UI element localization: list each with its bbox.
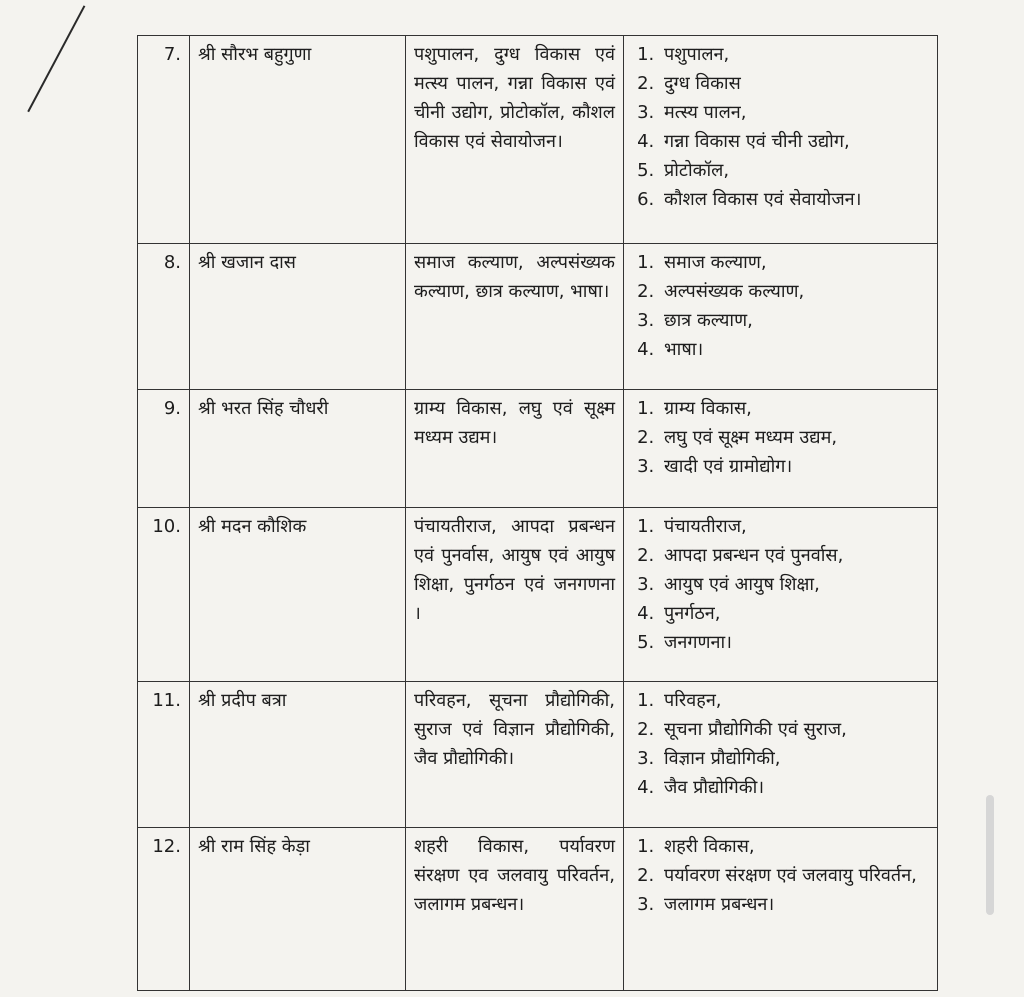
serial-number: 12. (138, 828, 190, 991)
minister-name: श्री सौरभ बहुगुणा (190, 36, 406, 244)
subject-list-cell (624, 244, 938, 390)
subject-item: 4. गन्ना विकास एवं चीनी उद्योग, (660, 127, 929, 156)
subject-list (632, 512, 929, 657)
subject-item: 1. पशुपालन, (660, 40, 929, 69)
subject-item: 3. खादी एवं ग्रामोद्योग। (660, 452, 929, 481)
department-summary: पंचायतीराज, आपदा प्रबन्धन एवं पुनर्वास, आयुष एवं आयुष शिक्षा, पुनर्गठन एवं जनगणना । (406, 508, 624, 682)
minister-name: श्री प्रदीप बत्रा (190, 682, 406, 828)
subject-item: 5. प्रोटोकॉल, (660, 156, 929, 185)
subject-item: 2. पर्यावरण संरक्षण एवं जलवायु परिवर्तन, (660, 861, 929, 890)
minister-name: श्री खजान दास (190, 244, 406, 390)
serial-number: 9. (138, 390, 190, 508)
subject-list (632, 394, 929, 481)
table-row (138, 682, 938, 828)
serial-number: 8. (138, 244, 190, 390)
department-summary: परिवहन, सूचना प्रौद्योगिकी, सुराज एवं विज्ञान प्रौद्योगिकी, जैव प्रौद्योगिकी। (406, 682, 624, 828)
subject-list-cell (624, 36, 938, 244)
subject-item: 2. दुग्ध विकास (660, 69, 929, 98)
subject-item: 3. आयुष एवं आयुष शिक्षा, (660, 570, 929, 599)
serial-number: 11. (138, 682, 190, 828)
portfolio-table (137, 35, 938, 991)
subject-item: 2. सूचना प्रौद्योगिकी एवं सुराज, (660, 715, 929, 744)
subject-item: 4. पुनर्गठन, (660, 599, 929, 628)
scrollbar-thumb[interactable] (986, 795, 994, 915)
subject-item: 2. आपदा प्रबन्धन एवं पुनर्वास, (660, 541, 929, 570)
subject-list-cell (624, 508, 938, 682)
subject-item: 1. ग्राम्य विकास, (660, 394, 929, 423)
subject-item: 2. लघु एवं सूक्ष्म मध्यम उद्यम, (660, 423, 929, 452)
table-row (138, 828, 938, 991)
minister-name: श्री राम सिंह केड़ा (190, 828, 406, 991)
minister-name: श्री मदन कौशिक (190, 508, 406, 682)
minister-name: श्री भरत सिंह चौधरी (190, 390, 406, 508)
department-summary: समाज कल्याण, अल्पसंख्यक कल्याण, छात्र कल्याण, भाषा। (406, 244, 624, 390)
subject-item: 4. जैव प्रौद्योगिकी। (660, 773, 929, 802)
subject-item: 6. कौशल विकास एवं सेवायोजन। (660, 185, 929, 214)
subject-item: 2. अल्पसंख्यक कल्याण, (660, 277, 929, 306)
subject-item: 5. जनगणना। (660, 628, 929, 657)
table-row (138, 390, 938, 508)
department-summary: शहरी विकास, पर्यावरण संरक्षण एव जलवायु परिवर्तन, जलागम प्रबन्धन। (406, 828, 624, 991)
serial-number: 10. (138, 508, 190, 682)
subject-item: 1. समाज कल्याण, (660, 248, 929, 277)
subject-item: 3. मत्स्य पालन, (660, 98, 929, 127)
department-summary: ग्राम्य विकास, लघु एवं सूक्ष्म मध्यम उद्यम। (406, 390, 624, 508)
serial-number: 7. (138, 36, 190, 244)
page-edge-line (0, 0, 85, 112)
subject-list-cell (624, 390, 938, 508)
subject-item: 1. परिवहन, (660, 686, 929, 715)
subject-list (632, 686, 929, 802)
subject-item: 3. विज्ञान प्रौद्योगिकी, (660, 744, 929, 773)
subject-item: 3. जलागम प्रबन्धन। (660, 890, 929, 919)
table-row (138, 36, 938, 244)
subject-list-cell (624, 682, 938, 828)
subject-item: 3. छात्र कल्याण, (660, 306, 929, 335)
table-row (138, 508, 938, 682)
table-row (138, 244, 938, 390)
subject-item: 1. पंचायतीराज, (660, 512, 929, 541)
subject-list (632, 40, 929, 214)
subject-list-cell (624, 828, 938, 991)
department-summary: पशुपालन, दुग्ध विकास एवं मत्स्य पालन, गन्ना विकास एवं चीनी उद्योग, प्रोटोकॉल, कौशल विकास एवं सेवायोजन। (406, 36, 624, 244)
subject-item: 4. भाषा। (660, 335, 929, 364)
subject-list (632, 248, 929, 364)
subject-list (632, 832, 929, 919)
subject-item: 1. शहरी विकास, (660, 832, 929, 861)
